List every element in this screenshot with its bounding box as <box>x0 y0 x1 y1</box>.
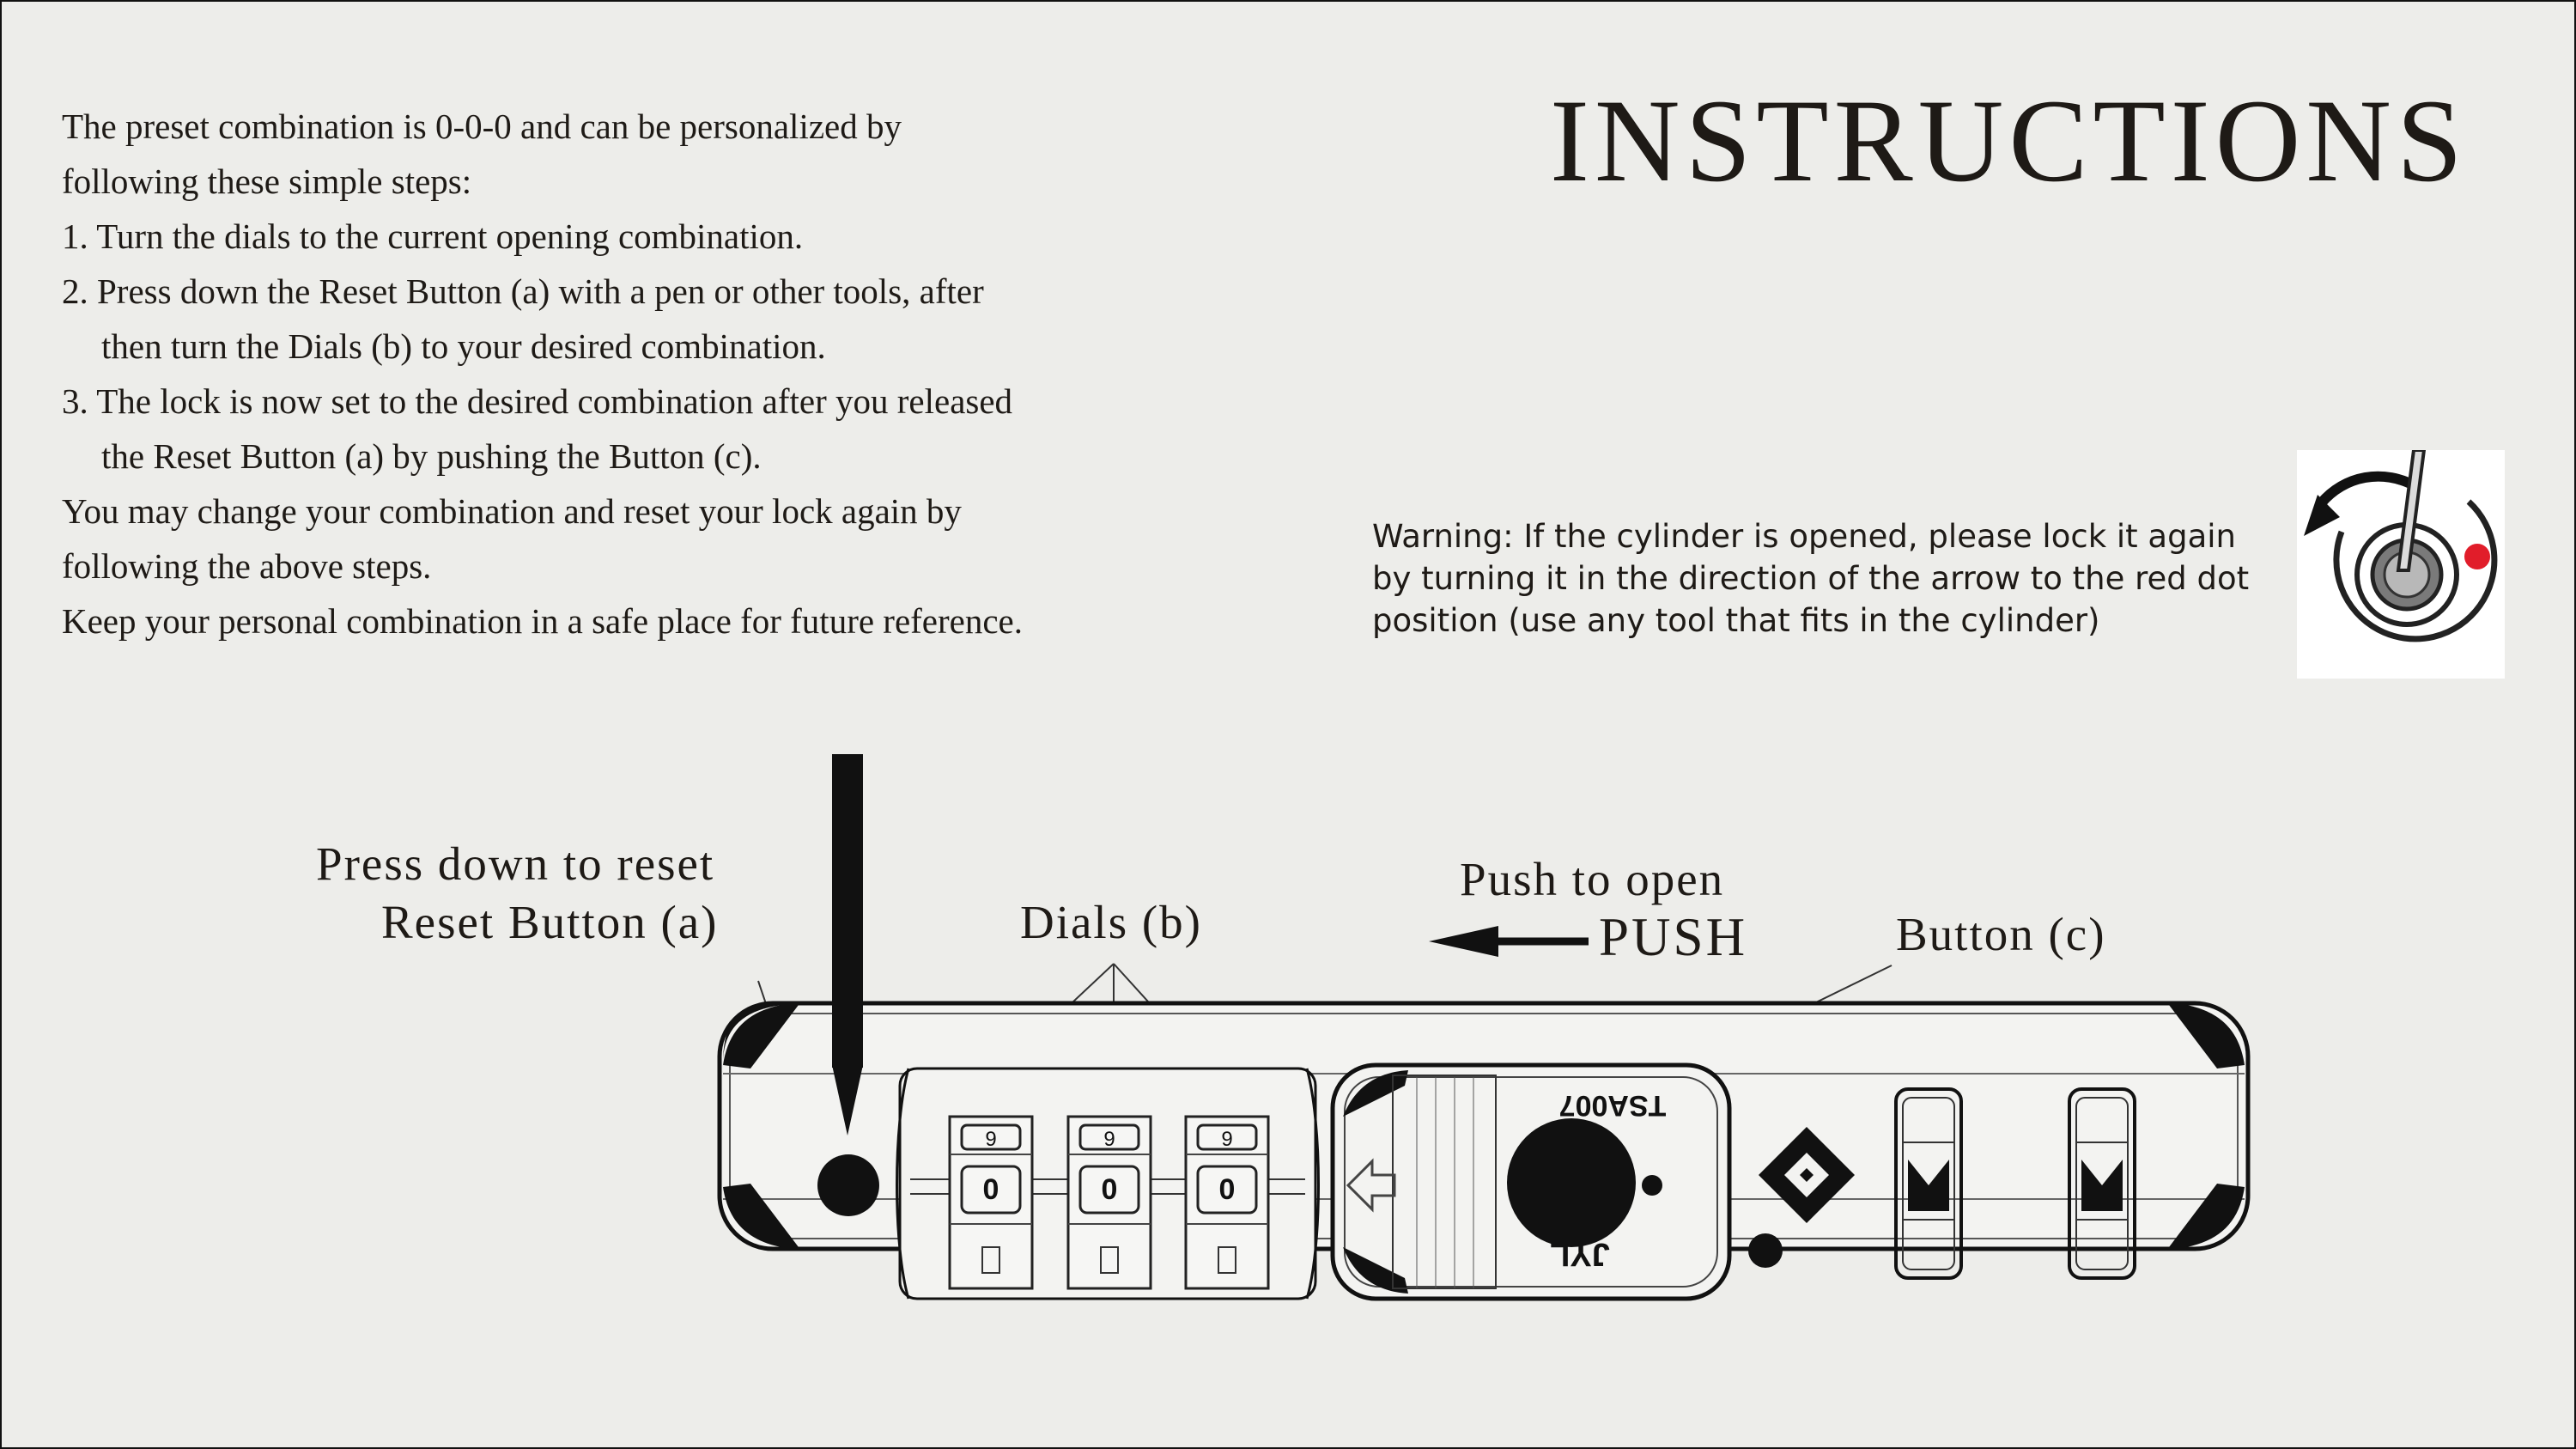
dial-1-value: 0 <box>982 1173 999 1206</box>
red-dot-icon <box>2464 544 2490 569</box>
reset-button-label: Reset Button (a) <box>381 896 719 948</box>
brand-mark-text: JYL <box>1550 1236 1610 1272</box>
lock-diagram <box>0 739 2576 1449</box>
dial-1-upper-digit: 9 <box>985 1128 997 1151</box>
reset-button[interactable] <box>817 1154 879 1216</box>
instruction-line: Keep your personal combination in a safe place for future reference. <box>62 601 1023 641</box>
instruction-line: The preset combination is 0-0-0 and can be personalized by <box>62 107 902 146</box>
push-label: PUSH <box>1599 907 1748 967</box>
reset-instruction-label: Press down to reset <box>316 837 715 890</box>
instruction-step-2: 2. Press down the Reset Button (a) with a pen or other tools, after <box>62 271 984 311</box>
push-arrow-icon <box>1429 926 1589 957</box>
dial-1[interactable] <box>950 1117 1032 1288</box>
warning-text <box>1372 515 2274 642</box>
tsa-mark-text: TSA007 <box>1558 1089 1667 1122</box>
push-instruction-label: Push to open <box>1460 853 1725 905</box>
dial-3-upper-digit: 9 <box>1221 1128 1233 1151</box>
warning-line: Warning: If the cylinder is opened, please lock it again <box>1372 518 2236 555</box>
cylinder-illustration <box>2297 450 2505 679</box>
warning-line: by turning it in the direction of the arrow to the red dot <box>1372 560 2250 597</box>
page-title: INSTRUCTIONS <box>1550 75 2468 206</box>
dial-2[interactable] <box>1068 1117 1151 1288</box>
instruction-step-3: 3. The lock is now set to the desired combination after you released <box>62 381 1013 421</box>
instruction-line: following these simple steps: <box>62 161 472 201</box>
button-c-label: Button (c) <box>1896 908 2106 960</box>
cylinder-keyhole <box>1507 1118 1636 1247</box>
instruction-step-2-cont: then turn the Dials (b) to your desired combination. <box>101 326 826 366</box>
instruction-line: You may change your combination and reset your lock again by <box>62 491 962 531</box>
dials-label: Dials (b) <box>1020 896 1202 948</box>
dial-2-upper-digit: 9 <box>1103 1128 1115 1151</box>
lock-drawing <box>0 739 2576 1449</box>
instruction-step-1: 1. Turn the dials to the current opening combination. <box>62 216 804 256</box>
reset-pen-icon <box>832 754 863 1135</box>
dial-2-value: 0 <box>1101 1173 1118 1206</box>
instructions-text <box>62 99 1281 648</box>
dial-3-value: 0 <box>1218 1173 1236 1206</box>
instruction-line: following the above steps. <box>62 546 432 586</box>
button-c[interactable] <box>1642 1175 1662 1196</box>
dial-3[interactable] <box>1186 1117 1268 1288</box>
instruction-step-3-cont: the Reset Button (a) by pushing the Button (c). <box>101 436 762 476</box>
cylinder-icon <box>2297 450 2505 679</box>
warning-line: position (use any tool that fits in the cylinder) <box>1372 602 2100 639</box>
